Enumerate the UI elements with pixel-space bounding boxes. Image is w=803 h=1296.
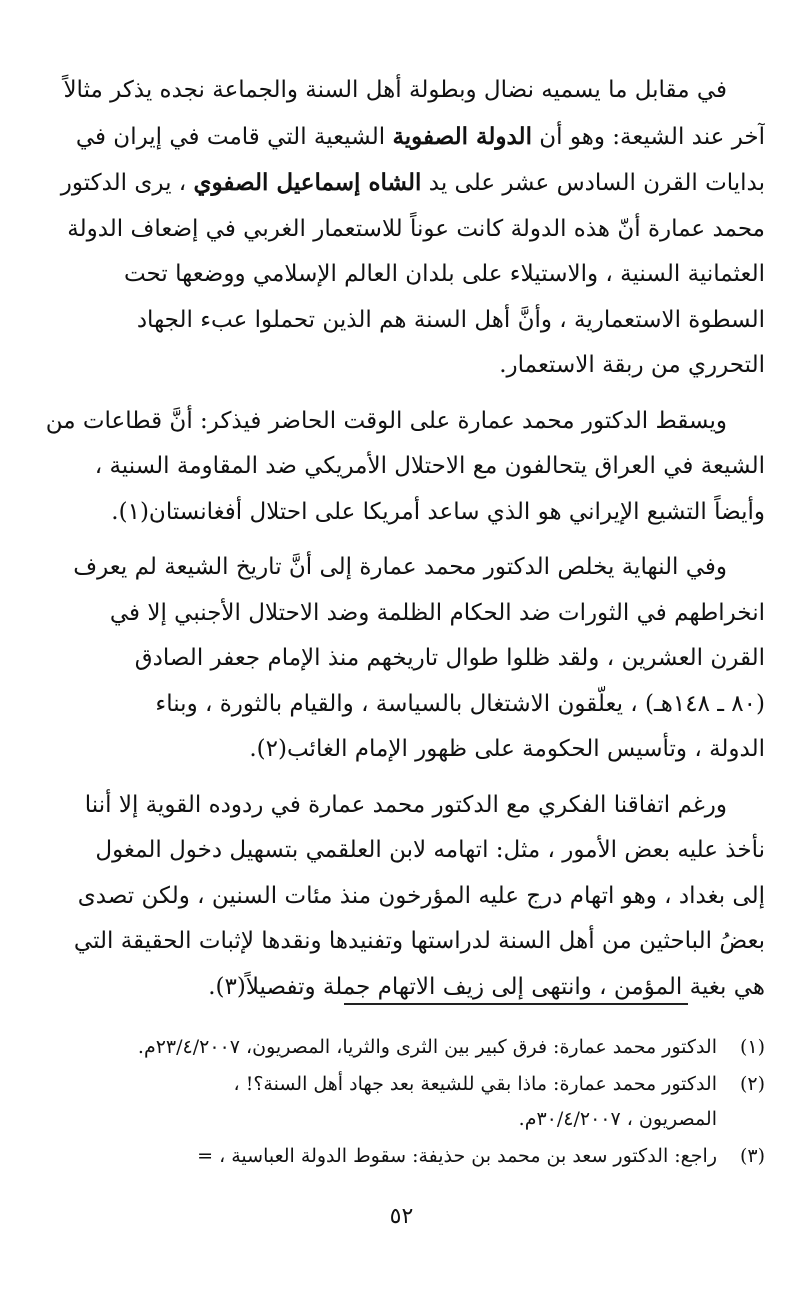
text-line: الشيعة في العراق يتحالفون مع الاحتلال الأمريكي ضد المقاومة السنية ، <box>94 453 765 479</box>
text-line: ورغم اتفاقنا الفكري مع الدكتور محمد عمارة في ردوده القوية إلا أننا <box>84 791 727 818</box>
text-line: (٨٠ ـ ١٤٨هـ) ، يعلّقون الاشتغال بالسياسة ، والقيام بالثورة ، وبناء <box>155 690 765 717</box>
footnote-line: راجع: الدكتور سعد بن محمد بن حذيفة: سقوط الدولة العباسية ، = <box>197 1145 717 1167</box>
footnote-1 <box>38 1030 765 1065</box>
footnote-number: (٢) <box>739 1073 765 1095</box>
text-segment: ، يرى الدكتور <box>60 170 194 196</box>
footnote-2 <box>38 1067 765 1137</box>
paragraph-3 <box>38 545 765 773</box>
footnote-text <box>38 1067 717 1137</box>
footnote-line: الدكتور محمد عمارة: ماذا بقي للشيعة بعد جهاد أهل السنة؟! ، <box>233 1073 717 1095</box>
text-line: القرن العشرين ، ولقد ظلوا طوال تاريخهم منذ الإمام جعفر الصادق <box>134 645 765 671</box>
text-line: ويسقط الدكتور محمد عمارة على الوقت الحاضر فيذكر: أنَّ قطاعات من <box>45 407 727 434</box>
main-text <box>38 68 765 1010</box>
text-line: بعضُ الباحثين من أهل السنة لدراستها وتفنيدها ونقدها لإثبات الحقيقة التي <box>73 928 765 954</box>
footnote-line: المصريون ، ٣٠/٤/٢٠٠٧م. <box>518 1108 717 1130</box>
paragraph-2 <box>38 399 765 536</box>
bold-phrase: الدولة الصفوية <box>392 122 532 150</box>
text-line <box>38 114 765 161</box>
text-line: هي بغية المؤمن ، وانتهى إلى زيف الاتهام جملة وتفصيلاً(٣). <box>208 973 765 1000</box>
text-line: نأخذ عليه بعض الأمور ، مثل: اتهامه لابن العلقمي بتسهيل دخول المغول <box>95 837 765 863</box>
paragraph-1 <box>38 68 765 389</box>
text-line: الدولة ، وتأسيس الحكومة على ظهور الإمام الغائب(٢). <box>249 736 765 762</box>
paragraph-4 <box>38 783 765 1011</box>
text-segment: آخر عند الشيعة: وهو أن <box>531 123 765 150</box>
page-number: ٥٢ <box>389 1204 414 1229</box>
bold-phrase: الشاه إسماعيل الصفوي <box>193 169 422 196</box>
text-line <box>38 160 765 207</box>
text-line: وفي النهاية يخلص الدكتور محمد عمارة إلى أنَّ تاريخ الشيعة لم يعرف <box>73 554 727 580</box>
text-segment: بدايات القرن السادس عشر على يد <box>421 170 765 196</box>
footnote-number: (٣) <box>739 1145 765 1167</box>
text-line: انخراطهم في الثورات ضد الحكام الظلمة وضد الاحتلال الأجنبي إلا في <box>109 599 765 626</box>
text-line: العثمانية السنية ، والاستيلاء على بلدان العالم الإسلامي ووضعها تحت <box>123 261 765 287</box>
text-segment: الشيعية التي قامت في إيران في <box>75 123 393 150</box>
text-line: إلى بغداد ، وهو اتهام درج عليه المؤرخون منذ مئات السنين ، ولكن تصدى <box>77 882 765 909</box>
footnote-text <box>38 1139 717 1174</box>
text-line: محمد عمارة أنّ هذه الدولة كانت عوناً للاستعمار الغربي في إضعاف الدولة <box>67 215 765 242</box>
footnote-line: الدكتور محمد عمارة: فرق كبير بين الثرى والثريا، المصريون، ٢٣/٤/٢٠٠٧م. <box>137 1036 717 1058</box>
footnote-number: (١) <box>739 1036 765 1058</box>
footnotes <box>38 1030 765 1174</box>
text-line: في مقابل ما يسميه نضال وبطولة أهل السنة والجماعة نجده يذكر مثالاً <box>63 77 727 103</box>
footnote-3 <box>38 1139 765 1174</box>
footnote-text <box>38 1030 717 1065</box>
footnote-divider <box>344 1003 688 1005</box>
text-line: وأيضاً التشيع الإيراني هو الذي ساعد أمريكا على احتلال أفغانستان(١). <box>111 498 765 525</box>
text-line: السطوة الاستعمارية ، وأنَّ أهل السنة هم الذين تحملوا عبء الجهاد <box>136 306 765 333</box>
text-line: التحرري من ربقة الاستعمار. <box>499 352 765 378</box>
